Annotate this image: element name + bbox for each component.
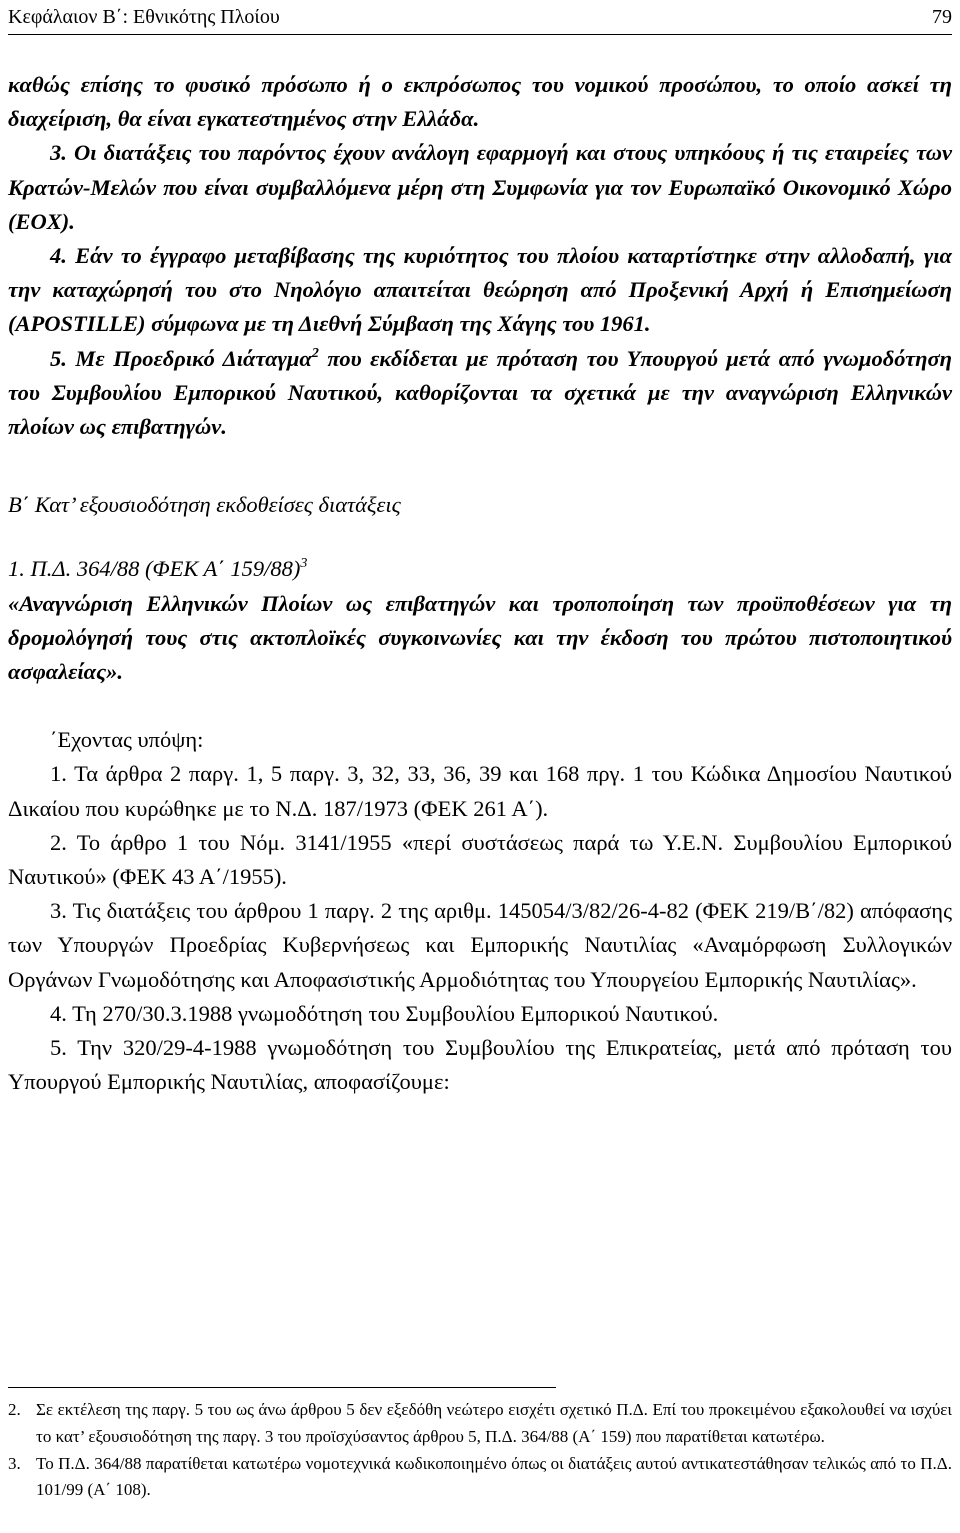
paragraph-4: 4. Εάν το έγγραφο μεταβίβασης της κυριότητος του πλοίου καταρτίστηκε στην αλλοδαπή, για την καταχώρησή του στο Νηολόγιο απαιτείται θεώρηση από Προξενική Αρχή ή Επισημείωση (APOSTILLE) σύμφωνα με τη Διεθνή Σύμβαση της Χάγης του 1961. bbox=[8, 243, 952, 337]
paragraph-continuation: καθώς επίσης το φυσικό πρόσωπο ή ο εκπρόσωπος του νομικού προσώπου, το οποίο ασκεί τη διαχείριση, θα είναι εγκατεστημένος στην Ελλάδα. bbox=[8, 72, 952, 132]
decree-title: «Αναγνώριση Ελληνικών Πλοίων ως επιβατηγών και τροποποίηση των προϋποθέσεων για τη δρομολόγησή τους στις ακτοπλοϊκές συγκοινωνίες και την έκδοση του πρώτου πιστοποιητικού ασφαλείας». bbox=[8, 590, 952, 685]
decree-reference bbox=[8, 552, 952, 586]
footnote-text: Το Π.Δ. 364/88 παρατίθεται κατωτέρω νομοτεχνικά κωδικοποιημένο όπως οι διατάξεις αυτού αντικατεστάθησαν τελικώς από το Π.Δ. 101/99 (Α΄ 108). bbox=[36, 1453, 952, 1500]
paragraph-5-rest: που εκδίδεται με πρόταση του Υπουργού μετά από γνωμοδότηση του Συμβουλίου Εμπορικού Ναυτικού, καθορίζονται τα σχετικά με την αναγνώριση Ελληνικών πλοίων ως επιβατηγών. bbox=[8, 345, 952, 440]
footnote-ref-3: 3 bbox=[300, 556, 308, 572]
footnote-ref-2: 2 bbox=[311, 345, 319, 361]
decree-reference-text: 1. Π.Δ. 364/88 (ΦΕΚ Α΄ 159/88) bbox=[8, 556, 301, 582]
considerant-4: 4. Τη 270/30.3.1988 γνωμοδότηση του Συμβουλίου Εμπορικού Ναυτικού. bbox=[50, 1000, 719, 1026]
main-text bbox=[8, 68, 952, 1099]
page-number: 79 bbox=[932, 6, 952, 28]
considerant-1: 1. Τα άρθρα 2 παργ. 1, 5 παργ. 3, 32, 33, 36, 39 και 168 πργ. 1 του Κώδικα Δημοσίου Ναυτικού Δικαίου που κυρώθηκε με το Ν.Δ. 187/1973 (ΦΕΚ 261 Α΄). bbox=[8, 761, 952, 821]
footnote-text: Σε εκτέλεση της παργ. 5 του ως άνω άρθρου 5 δεν εξεδόθη νεώτερο εισχέτι σχετικό Π.Δ. Επί του προκειμένου εξακολουθεί να ισχύει το κατ’ εξουσιοδότηση της παργ. 3 του προϊσχύσαντος άρθρου 5, Π.Δ. 364/88 (Α΄ 159) που παρατίθεται κατωτέρω. bbox=[36, 1400, 952, 1446]
running-header bbox=[8, 4, 952, 30]
having-regard: ΄Εχοντας υπόψη: bbox=[50, 727, 204, 753]
paragraph-5-start: 5. Με Προεδρικό Διάταγμα bbox=[50, 345, 312, 371]
paragraph-5 bbox=[8, 342, 952, 445]
footnote-2 bbox=[8, 1397, 952, 1451]
paragraph-3: 3. Οι διατάξεις του παρόντος έχουν ανάλογη εφαρμογή και στους υπηκόους ή τις εταιρείες των Κρατών-Μελών που είναι συμβαλλόμενα μέρη στη Συμφωνία για τον Ευρωπαϊκό Οικονομικό Χώρο (ΕΟΧ). bbox=[8, 140, 952, 234]
footnote-number: 2. bbox=[8, 1400, 21, 1419]
footnotes bbox=[8, 1397, 952, 1504]
footnote-3 bbox=[8, 1451, 952, 1505]
section-heading: Β΄ Κατ’ εξουσιοδότηση εκδοθείσες διατάξεις bbox=[8, 492, 401, 518]
footnote-number: 3. bbox=[8, 1453, 21, 1473]
footnote-rule bbox=[8, 1387, 556, 1388]
considerant-5: 5. Την 320/29-4-1988 γνωμοδότηση του Συμβουλίου της Επικρατείας, μετά από πρόταση του Υπουργού Εμπορικής Ναυτιλίας, αποφασίζουμε: bbox=[8, 1035, 952, 1095]
considerant-2: 2. Το άρθρο 1 του Νόμ. 3141/1955 «περί συστάσεως παρά τω Υ.Ε.Ν. Συμβουλίου Εμπορικού Ναυτικού» (ΦΕΚ 43 Α΄/1955). bbox=[8, 829, 952, 890]
chapter-title: Κεφάλαιον Β΄: Εθνικότης Πλοίου bbox=[8, 6, 280, 28]
considerant-3: 3. Τις διατάξεις του άρθρου 1 παργ. 2 της αριθμ. 145054/3/82/26-4-82 (ΦΕΚ 219/Β΄/82) απόφασης των Υπουργών Προεδρίας Κυβερνήσεως και Εμπορικής Ναυτιλίας «Αναμόρφωση Συλλογικών Οργάνων Γνωμοδότησης και Αποφασιστικής Αρμοδιότητας του Υπουργείου Εμπορικής Ναυτιλίας». bbox=[8, 898, 952, 992]
header-rule bbox=[8, 34, 952, 35]
